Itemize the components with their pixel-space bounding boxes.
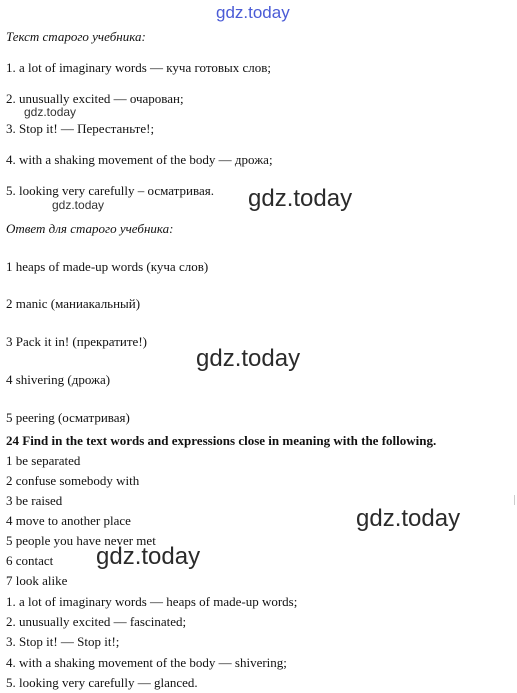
exercise-title: 24 Find in the text words and expressions close in meaning with the following. xyxy=(6,433,437,448)
exercise-item-3: 3 be raised xyxy=(6,493,63,508)
exercise-item-1: 1 be separated xyxy=(6,453,81,468)
old-answer-heading: Ответ для старого учебника: xyxy=(6,221,174,236)
exercise-answer-3: 3. Stop it! — Stop it!; xyxy=(6,634,120,649)
old-answer-item-2: 2 manic (маниакальный) xyxy=(6,296,141,311)
exercise-answer-4: 4. with a shaking movement of the body — shivering; xyxy=(6,655,287,670)
old-textbook-heading: Текст старого учебника: xyxy=(6,29,146,44)
old-textbook-item-5: 5. looking very carefully – осматривая. xyxy=(6,183,214,198)
exercise-item-4: 4 move to another place xyxy=(6,513,131,528)
old-textbook-item-1: 1. a lot of imaginary words — куча готовых слов; xyxy=(6,60,271,75)
exercise-item-6: 6 contact xyxy=(6,553,54,568)
exercise-answer-1: 1. a lot of imaginary words — heaps of made-up words; xyxy=(6,594,298,609)
old-textbook-item-3: 3. Stop it! — Перестаньте!; xyxy=(6,121,155,136)
old-textbook-item-4: 4. with a shaking movement of the body — дрожа; xyxy=(6,152,273,167)
old-answer-item-4: 4 shivering (дрожа) xyxy=(6,372,111,387)
watermark-small: gdz.today xyxy=(24,105,77,119)
watermark-large: gdz.today xyxy=(96,543,201,570)
old-answer-item-3: 3 Pack it in! (прекратите!) xyxy=(6,334,147,349)
watermark-large: gdz.today xyxy=(196,345,301,372)
exercise-item-2: 2 confuse somebody with xyxy=(6,473,140,488)
old-answer-item-5: 5 peering (осматривая) xyxy=(6,410,130,425)
old-answer-item-1: 1 heaps of made-up words (куча слов) xyxy=(6,259,209,274)
exercise-answer-5: 5. looking very carefully — glanced. xyxy=(6,675,198,690)
old-textbook-item-2: 2. unusually excited — очарован; xyxy=(6,91,184,106)
watermark-large: gdz.today xyxy=(248,185,353,212)
exercise-answer-2: 2. unusually excited — fascinated; xyxy=(6,614,187,629)
watermark-large: gdz.today xyxy=(356,505,461,532)
watermark-top: gdz.today xyxy=(216,3,290,22)
watermark-small: gdz.today xyxy=(52,198,105,212)
exercise-item-5: 5 people you have never met xyxy=(6,533,156,548)
edge-mark-divider xyxy=(514,495,515,505)
exercise-item-7: 7 look alike xyxy=(6,573,68,588)
